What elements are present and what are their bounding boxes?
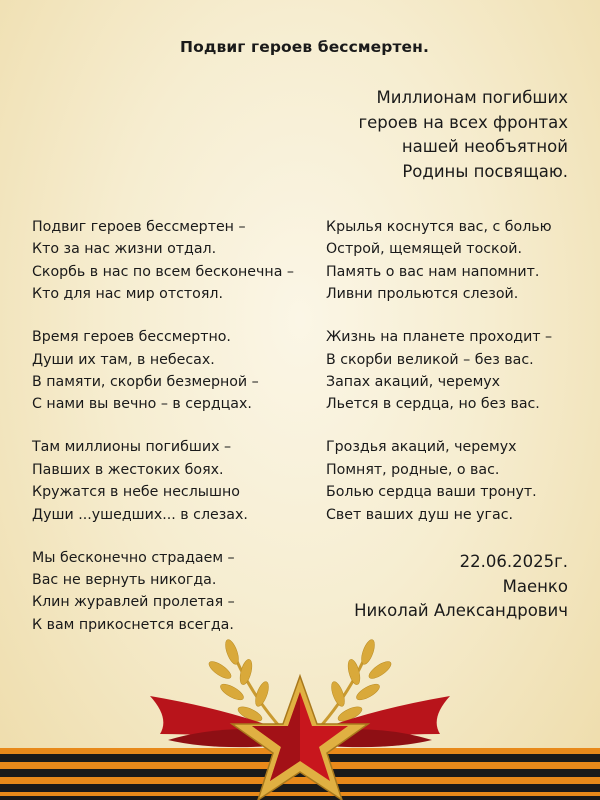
poem-line: В скорби великой – без вас. [326,351,534,368]
dedication-line: нашей необъятной [401,137,568,156]
poem-line: Души их там, в небесах. [32,351,215,368]
poem-line: Кто за нас жизни отдал. [32,241,217,258]
poem-column-left [32,216,294,657]
signature-name: Николай Александрович [354,601,568,620]
poem-line: Жизнь на планете проходит – [326,329,553,346]
poem-line: Ливни прольются слезой. [326,286,519,303]
signature-surname: Маенко [502,576,568,596]
poem-line: Скорбь в нас по всем бесконечна – [32,263,294,280]
poem-line: Крылья коснутся вас, с болью [326,219,552,235]
poem-line: Время героев бессмертно. [32,329,231,346]
dedication-line: Миллионам погибших [376,88,568,107]
poem-line: Острой, щемящей тоской. [326,241,523,258]
dedication-line: героев на всех фронтах [358,112,568,132]
poem-line: Там миллионы погибших – [32,439,232,456]
poem-line: Кружатся в небе неслышно [32,484,240,501]
dedication [358,86,568,184]
dedication-line: Родины посвящаю. [402,161,568,181]
poem-line: Клин журавлей пролетая – [32,594,235,611]
stanza [326,436,552,526]
signature-date: 22.06.2025г. [459,552,568,571]
stanza [32,436,294,526]
stanza [326,326,552,416]
poem-line: Память о вас нам напомнит. [326,263,540,280]
poem-line: Болью сердца ваши тронут. [326,484,537,501]
poem-line: Души ...ушедших... в слезах. [32,506,248,523]
poem-line: Кто для нас мир отстоял. [32,286,223,303]
poem-line: Помнят, родные, о вас. [326,461,500,478]
stanza [326,216,552,306]
stanza [32,547,294,637]
poem-line: Павших в жестоких боях. [32,461,224,478]
poem-line: Мы бесконечно страдаем – [32,549,235,566]
signature [354,550,568,624]
poem-line: Свет ваших душ не угас. [326,506,514,523]
poem-title: Подвиг героев бессмертен. [180,38,429,56]
poem-line: Вас не вернуть никогда. [32,572,217,589]
poem-line: В памяти, скорби безмерной – [32,374,259,391]
poem-line: Гроздья акаций, черемух [326,439,517,456]
poem-line: Запах акаций, черемух [326,374,501,391]
poem-line: Подвиг героев бессмертен – [32,219,246,235]
victory-emblem [0,630,600,800]
poem-line: Льется в сердца, но без вас. [326,396,540,413]
poem-line: С нами вы вечно – в сердцах. [32,396,252,413]
stanza [32,326,294,416]
stanza [32,216,294,306]
poem-column-right [326,216,552,547]
poem-line: К вам прикоснется всегда. [32,616,234,633]
